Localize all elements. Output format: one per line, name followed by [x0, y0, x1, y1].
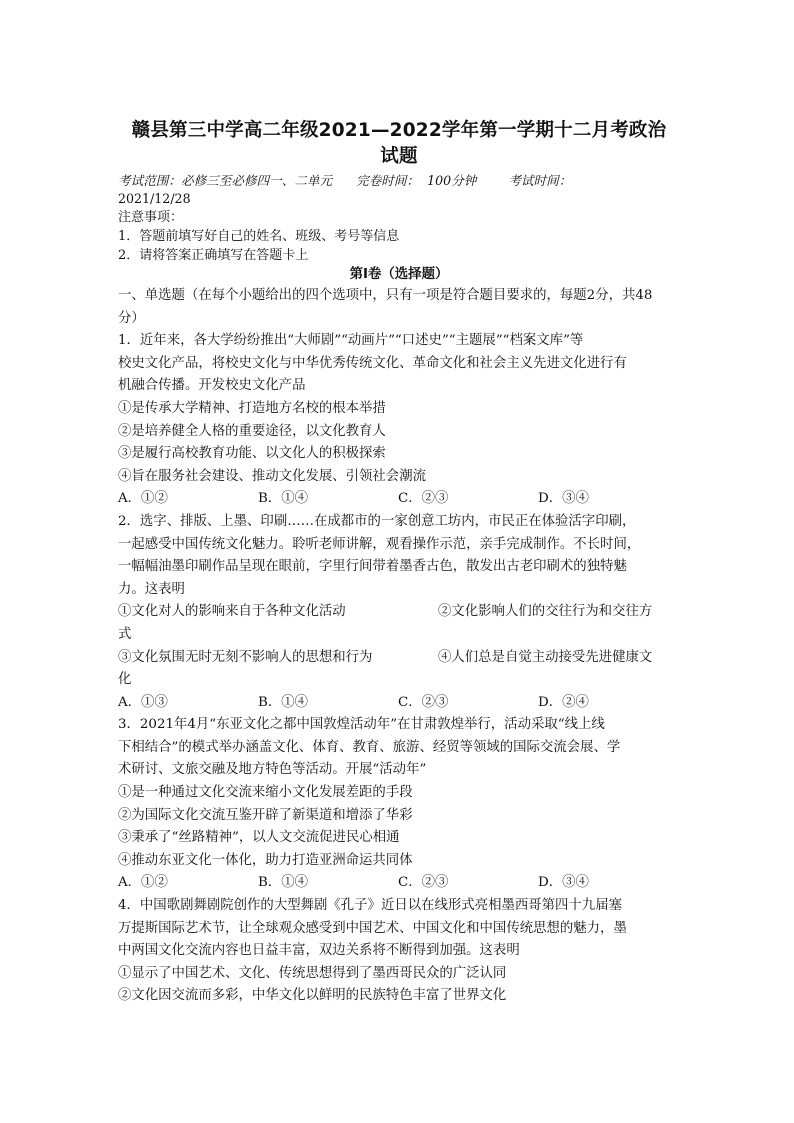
question-stem-line: 下相结合”的模式举办涵盖文化、体育、教育、旅游、经贸等领域的国际交流会展、学	[118, 739, 621, 755]
statement-wrap: 式	[118, 626, 132, 642]
question-stem-line: 术研讨、文旅交融及地方特色等活动。开展“活动年”	[118, 762, 427, 778]
title-line-1: 赣县第三中学高二年级2021—2022学年第一学期十二月考政治	[131, 120, 667, 141]
option-a: A．①②	[118, 491, 168, 507]
title-line-2: 试题	[380, 146, 418, 167]
question-stem-line: 1．近年来，各大学纷纷推出“大师剧”“动画片”“口述史”“主题展”“档案文库”等	[118, 333, 584, 349]
statement: ①是传承大学精神、打造地方名校的根本举措	[118, 400, 386, 416]
question-1	[118, 330, 680, 511]
option-d: D．③④	[538, 491, 589, 507]
option-a: A．①③	[118, 694, 168, 710]
statement-row	[118, 647, 680, 670]
question-stem-line: 3．2021年4月“东亚文化之都中国敦煌活动年”在甘肃敦煌举行，活动采取“线上线	[118, 717, 605, 733]
section-instruction	[118, 285, 680, 330]
question-stem-line: 2．选字、排版、上墨、印刷……在成都市的一家创意工坊内，市民正在体验活字印刷，	[118, 513, 636, 529]
question-stem-line: 万提斯国际艺术节，让全球观众感受到中国艺术、中国文化和中国传统思想的魅力，墨	[118, 920, 627, 936]
statement: ①是一种通过文化交流来缩小文化发展差距的手段	[118, 785, 413, 801]
question-stem-line: 机融合传播。开发校史文化产品	[118, 378, 306, 394]
notice-item: 2．请将答案正确填写在答题卡上	[118, 248, 309, 263]
exam-page	[118, 118, 680, 1008]
question-stem-line: 4．中国歌剧舞剧院创作的大型舞剧《孔子》近日以在线形式亮相墨西哥第四十九届塞	[118, 898, 622, 914]
question-stem-line: 中两国文化交流内容也日益丰富，双边关系将不断得到加强。这表明	[118, 943, 520, 959]
section-title: 第I卷（选择题）	[349, 267, 449, 282]
question-stem-line: 一起感受中国传统文化魅力。聆听老师讲解，观看操作示范，亲手完成制作。不长时间，	[118, 536, 641, 552]
statement: ③秉承了“丝路精神”，以人文交流促进民心相通	[118, 830, 400, 846]
exam-meta: 考试范围：必修三至必修四一、二单元 完卷时间： 100分钟 考试时间：	[118, 173, 572, 188]
question-stem-line: 力。这表明	[118, 581, 185, 597]
statement-row	[118, 601, 680, 624]
question-3	[118, 714, 680, 895]
option-c: C．②③	[398, 491, 449, 507]
question-stem-line: 一幅幅油墨印刷作品呈现在眼前，字里行间带着墨香古色，散发出古老印刷术的独特魅	[118, 559, 627, 575]
option-b: B．①④	[258, 875, 309, 891]
instruction-line: 一、单选题（在每个小题给出的四个选项中，只有一项是符合题目要求的，每题2分，共48	[118, 288, 653, 303]
option-d: D．③④	[538, 875, 589, 891]
statement: ①显示了中国艺术、文化、传统思想得到了墨西哥民众的广泛认同	[118, 965, 507, 981]
answer-options	[118, 692, 680, 715]
statement: ②文化因交流而多彩，中华文化以鲜明的民族特色丰富了世界文化	[118, 988, 507, 1004]
statement: ②文化影响人们的交往行为和交往方	[438, 604, 653, 620]
question-2	[118, 511, 680, 714]
statement: ④人们总是自觉主动接受先进健康文	[438, 649, 653, 665]
notice-heading: 注意事项：	[118, 210, 184, 225]
statement: ④旨在服务社会建设、推动文化发展、引领社会潮流	[118, 468, 426, 484]
statement: ②为国际文化交流互鉴开辟了新渠道和增添了华彩	[118, 807, 413, 823]
option-b: B．①④	[258, 694, 309, 710]
option-a: A．①②	[118, 875, 168, 891]
statement-wrap: 化	[118, 672, 132, 688]
statement: ③文化氛围无时无刻不影响人的思想和行为	[118, 649, 373, 665]
question-4	[118, 895, 680, 1008]
statement: ③是履行高校教育功能、以文化人的积极探索	[118, 446, 386, 462]
instruction-line: 分）	[118, 310, 145, 326]
question-stem-line: 校史文化产品，将校史文化与中华优秀传统文化、革命文化和社会主义先进文化进行有	[118, 355, 627, 371]
notice-item: 1．答题前填写好自己的姓名、班级、考号等信息	[118, 229, 400, 244]
answer-options	[118, 872, 680, 895]
option-c: C．②③	[398, 875, 449, 891]
option-d: D．②④	[538, 694, 589, 710]
statement: ②是培养健全人格的重要途径，以文化教育人	[118, 423, 386, 439]
notice-block	[118, 208, 680, 265]
option-b: B．①④	[258, 491, 309, 507]
exam-title	[118, 118, 680, 170]
statement: ④推动东亚文化一体化，助力打造亚洲命运共同体	[118, 852, 413, 868]
exam-date: 2021/12/28	[118, 191, 191, 206]
option-c: C．②③	[398, 694, 449, 710]
answer-options	[118, 488, 680, 511]
statement: ①文化对人的影响来自于各种文化活动	[118, 604, 346, 620]
